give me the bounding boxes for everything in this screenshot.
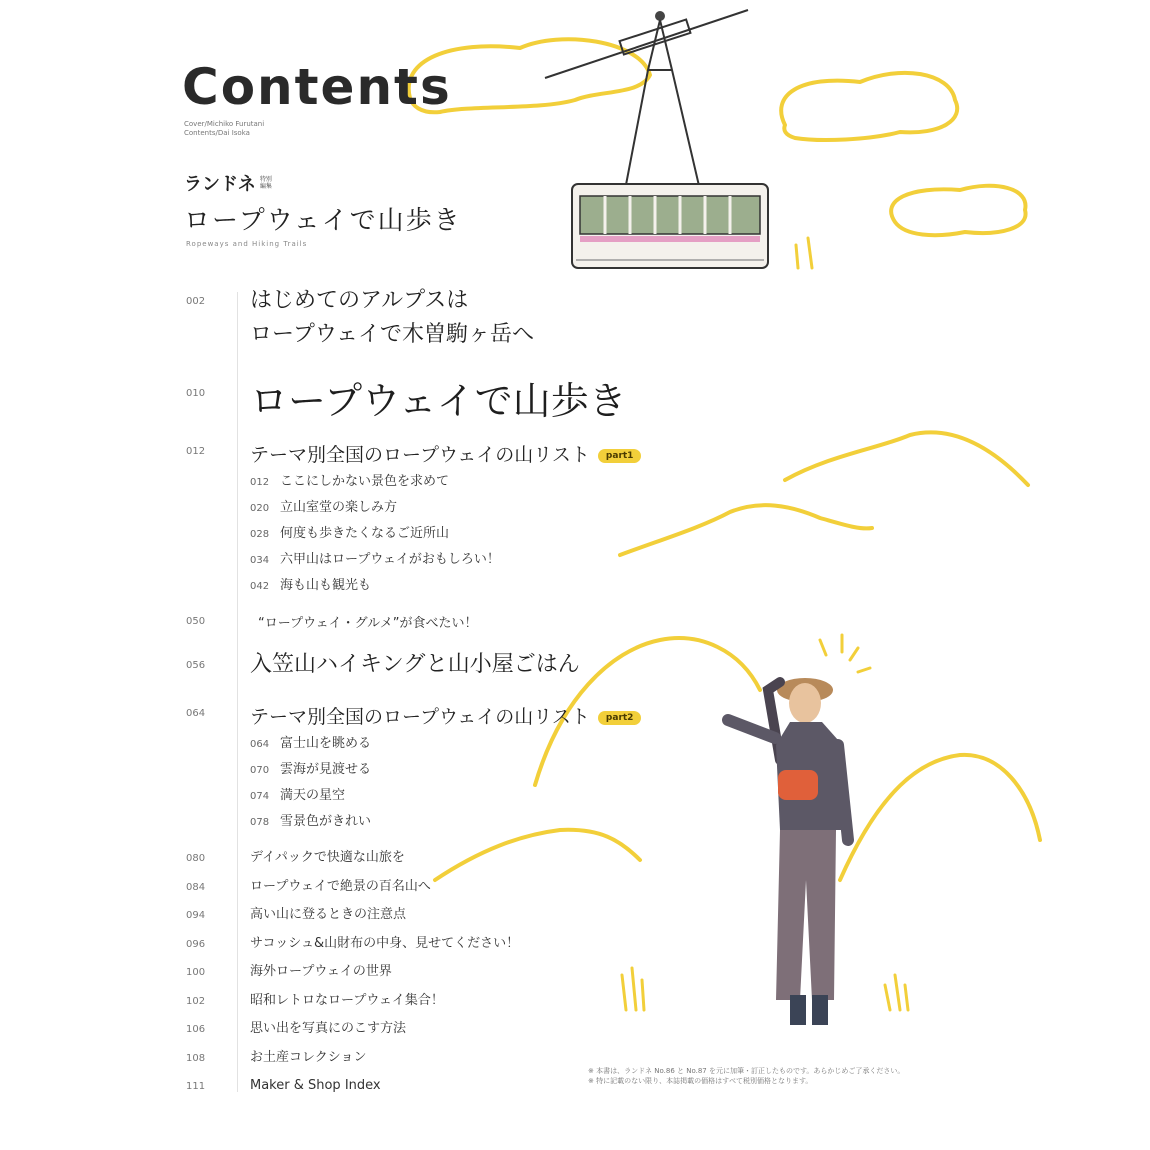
- toc-entry-alps[interactable]: はじめてのアルプスは ロープウェイで木曽駒ヶ岳へ: [250, 288, 535, 347]
- magazine-brand: [184, 170, 272, 196]
- cloud-top-right: [781, 73, 957, 140]
- toc-page-056: 056: [186, 660, 206, 671]
- toc-page-064: 064: [186, 708, 206, 719]
- special-feature-english: Ropeways and Hiking Trails: [186, 240, 308, 248]
- part1-badge: part1: [598, 449, 642, 463]
- table-row[interactable]: 096 サコッシュ&山財布の中身、見せてください！: [186, 935, 520, 951]
- table-row[interactable]: 084 ロープウェイで絶景の百名山へ: [186, 878, 431, 894]
- table-row[interactable]: 094 高い山に登るときの注意点: [186, 907, 407, 922]
- toc-entry-nyukasa[interactable]: 入笠山ハイキングと山小屋ごはん: [250, 652, 580, 677]
- list-item[interactable]: 064 富士山を眺める: [250, 736, 372, 751]
- credit-contents: Contents/Dai Isoka: [184, 129, 250, 137]
- list-item[interactable]: 078 雪景色がきれい: [250, 814, 372, 829]
- list-item[interactable]: 028 何度も歩きたくなるご近所山: [250, 526, 450, 541]
- brand-name: ランドネ: [184, 174, 256, 195]
- special-feature-title: ロープウェイで山歩き: [184, 206, 462, 236]
- toc-entry-gourmet[interactable]: “ロープウェイ・グルメ”が食べたい！: [258, 616, 478, 631]
- list-item[interactable]: 020 立山室堂の楽しみ方: [250, 500, 398, 515]
- mountain-line-lower: [620, 505, 872, 555]
- toc-page-012: 012: [186, 446, 206, 457]
- list-item[interactable]: 034 六甲山はロープウェイがおもしろい！: [250, 552, 500, 567]
- part2-badge: part2: [598, 711, 642, 725]
- list-item[interactable]: 074 満天の星空: [250, 788, 346, 803]
- brand-sub: 特別 編集: [259, 176, 272, 190]
- table-row[interactable]: 100 海外ロープウェイの世界: [186, 964, 392, 979]
- hiker-figure: [728, 678, 848, 1025]
- mountain-line-upper: [785, 432, 1028, 485]
- table-row[interactable]: 106 思い出を写真にのこす方法: [186, 1021, 407, 1036]
- table-row[interactable]: 111 Maker & Shop Index: [186, 1078, 381, 1093]
- table-row[interactable]: 108 お土産コレクション: [186, 1049, 367, 1065]
- footnote: ※ 本書は、ランドネ No.86 と No.87 を元に加筆・訂正したものです。あらかじめご了承ください。 ※ 特に記載のない限り、本誌掲載の価格はすべて税別価格となります。: [588, 1067, 905, 1085]
- toc-entry-main-feature[interactable]: ロープウェイで山歩き: [250, 379, 627, 423]
- toc-bottom-list: [186, 846, 519, 1103]
- toc-sublist-part2: [250, 732, 371, 836]
- page-title: Contents: [182, 58, 452, 116]
- toc-entry-list-part2[interactable]: テーマ別全国のロープウェイの山リスト part2: [250, 702, 641, 729]
- toc-entry-list-part1[interactable]: テーマ別全国のロープウェイの山リスト part1: [250, 440, 641, 467]
- toc-page-002: 002: [186, 296, 206, 307]
- list-item[interactable]: 012 ここにしかない景色を求めて: [250, 474, 450, 489]
- mountain-line-bottom-right: [840, 755, 1040, 880]
- toc-sublist-part1: [250, 470, 500, 600]
- list-item[interactable]: 070 雲海が見渡せる: [250, 762, 372, 777]
- list-item[interactable]: 042 海も山も観光も: [250, 578, 372, 593]
- credits: [184, 120, 264, 138]
- cloud-mid-right: [891, 186, 1025, 235]
- toc-page-010: 010: [186, 388, 206, 399]
- table-row[interactable]: 080 デイパックで快適な山旅を: [186, 850, 405, 865]
- ropeway-gondola: [545, 10, 768, 268]
- table-row[interactable]: 102 昭和レトロなロープウェイ集合！: [186, 992, 444, 1008]
- credit-cover: Cover/Michiko Furutani: [184, 120, 265, 128]
- toc-page-050: 050: [186, 616, 206, 627]
